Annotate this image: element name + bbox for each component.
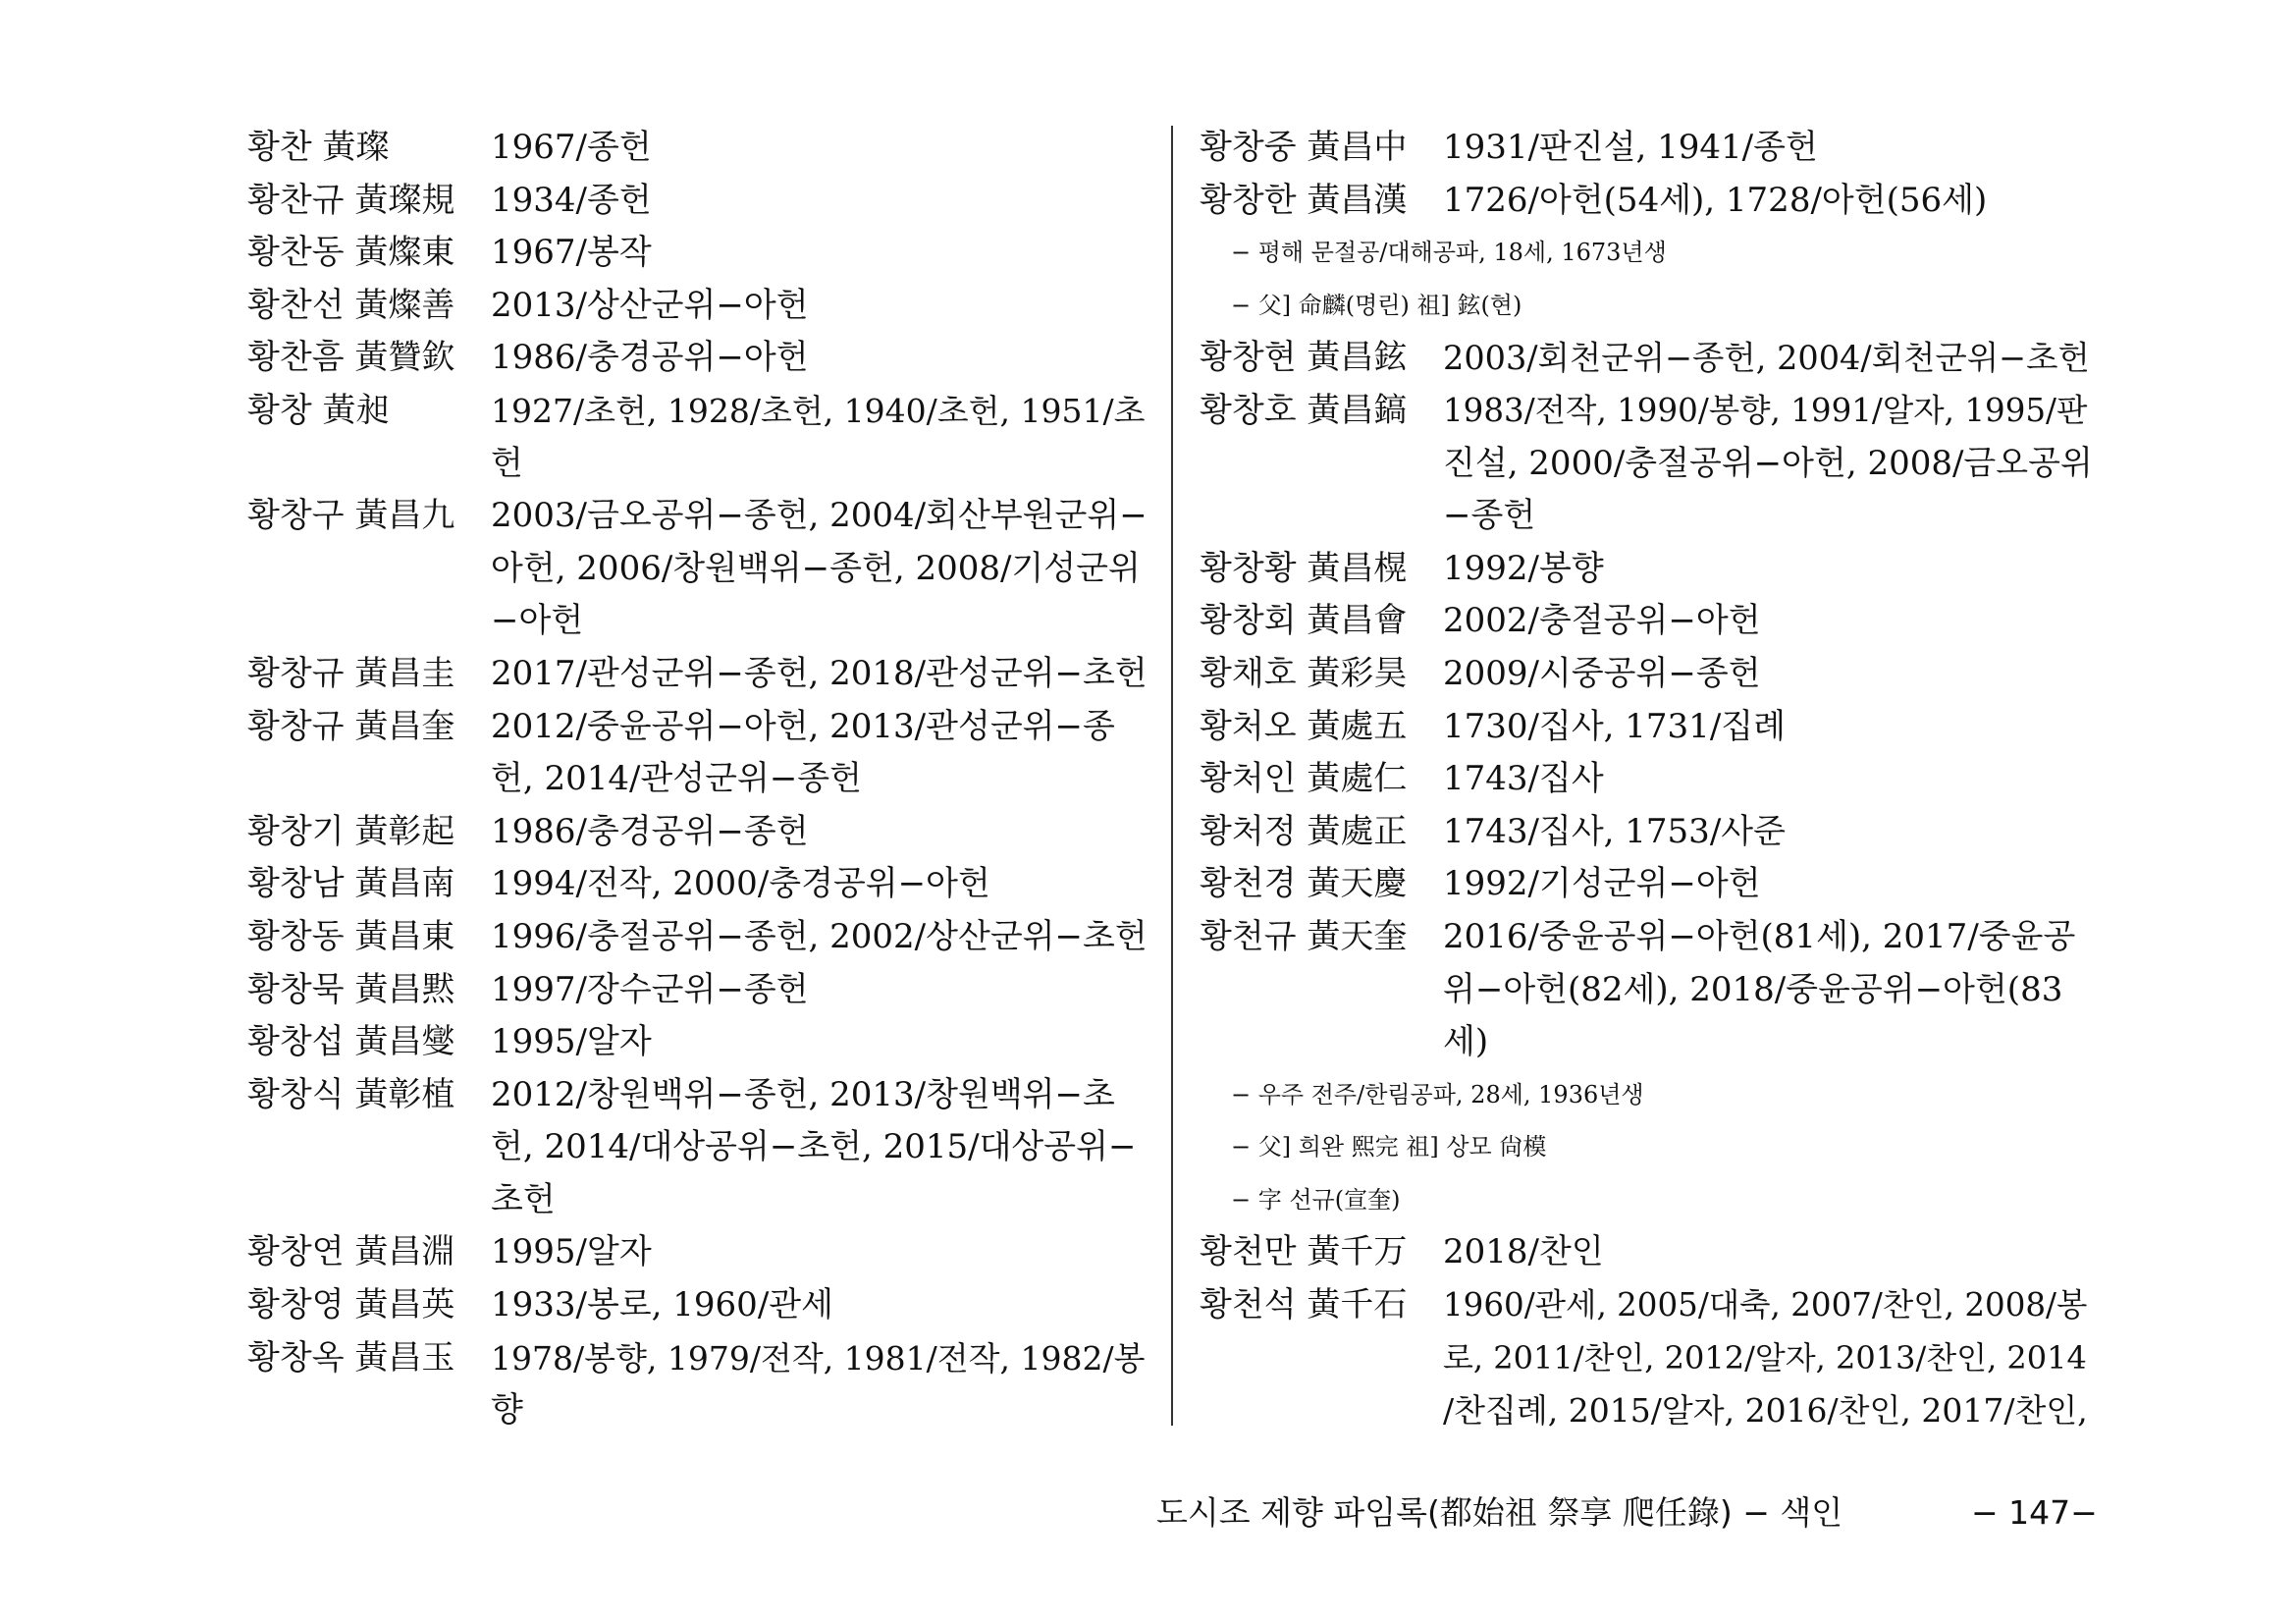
entry-name [247,1384,491,1437]
index-entry [247,1332,1150,1385]
entry-name: 황처정 黃處正 [1200,811,1408,851]
entry-name: 황창묵 黃昌黙 [247,969,455,1009]
footer-title: 도시조 제향 파임록(都始祖 祭享 爬任錄) − 색인 [1156,1493,1843,1532]
entry-records: 1997/장수군위−종헌 [491,969,809,1009]
index-entry [247,332,1150,385]
index-continuation-line [1200,1384,2093,1437]
entry-name: 황창규 黃昌圭 [247,653,455,693]
index-continuation-line [247,753,1150,806]
index-note-line: − 父] 희완 熙完 祖] 상모 尙模 [1231,1133,1547,1162]
entry-records: 2003/금오공위−종헌, 2004/회산부원군위− [491,496,1148,536]
index-entry [1200,332,2093,385]
entry-records: 세) [1443,1022,1489,1062]
entry-records: 헌 [491,443,523,483]
index-continuation-line [247,438,1150,491]
index-entry [1200,911,2093,964]
entry-name [247,438,491,491]
index-entry [247,1279,1150,1332]
entry-records: 2013/상산군위−아헌 [491,285,809,325]
entry-name: 황찬 黃璨 [247,128,390,167]
entry-records: 2012/창원백위−종헌, 2013/창원백위−초 [491,1074,1115,1114]
entry-name: 황찬규 黃璨規 [247,180,455,220]
index-continuation-line [247,1384,1150,1437]
index-entry [247,964,1150,1017]
entry-records: 2003/회천군위−종헌, 2004/회천군위−초헌 [1443,339,2090,378]
entry-records: 초헌 [491,1179,556,1219]
entry-name: 황천석 黃千石 [1200,1285,1408,1325]
page-number: − 147− [1971,1493,2098,1532]
entry-name: 황창영 黃昌英 [247,1285,455,1325]
entry-records: /찬집례, 2015/알자, 2016/찬인, 2017/찬인, [1443,1391,2088,1431]
entry-name [1200,964,1443,1017]
index-entry [1200,595,2093,648]
entry-records: −아헌 [491,601,584,641]
entry-name [1200,490,1443,543]
entry-name: 황찬선 黃燦善 [247,285,455,325]
entry-records: 위−아헌(82세), 2018/중윤공위−아헌(83 [1443,969,2063,1009]
entry-records: 1967/봉작 [491,233,652,273]
entry-records: 1967/종헌 [491,128,652,167]
entry-records: 1995/알자 [491,1022,652,1062]
index-entry [247,701,1150,754]
entry-name [247,595,491,648]
index-note-line: − 우주 전주/한림공파, 28세, 1936년생 [1231,1080,1644,1108]
entry-name: 황창기 黃彰起 [247,811,455,851]
index-entry [247,911,1150,964]
entry-name: 황창동 黃昌東 [247,916,455,956]
index-entry [1200,806,2093,859]
index-entry [247,806,1150,859]
index-entry [247,1069,1150,1122]
index-note-line: − 父] 命麟(명린) 祖] 鉉(현) [1231,291,1522,319]
entry-name: 황창호 黃昌鎬 [1200,390,1408,430]
index-column-left [247,122,1150,1437]
entry-records: 2018/찬인 [1443,1232,1604,1272]
entry-records: 1994/전작, 2000/충경공위−아헌 [491,864,990,904]
entry-records: 1934/종헌 [491,180,652,220]
entry-name: 황채호 黃彩昊 [1200,653,1408,693]
entry-name: 황창옥 黃昌玉 [247,1337,455,1378]
entry-records: 향 [491,1390,523,1431]
index-entry [247,1226,1150,1279]
index-continuation-line [247,1121,1150,1174]
entry-name: 황창회 黃昌會 [1200,601,1408,641]
entry-name: 황창한 黃昌漢 [1200,180,1408,220]
entry-name: 황창현 黃昌鉉 [1200,338,1408,378]
entry-name: 황창중 黃昌中 [1200,128,1408,167]
entry-name: 황찬동 黃燦東 [247,233,455,273]
entry-name: 황창규 黃昌奎 [247,706,455,746]
entry-name [1200,1016,1443,1069]
index-entry [1200,1226,2093,1279]
index-entry [247,385,1150,438]
entry-name [247,1174,491,1227]
entry-records: 1743/집사, 1753/사준 [1443,811,1786,851]
entry-name [1200,1332,1443,1385]
index-entry [247,1016,1150,1069]
entry-name: 황천경 黃天慶 [1200,864,1408,904]
entry-records: 헌, 2014/대상공위−초헌, 2015/대상공위− [491,1127,1137,1167]
entry-records: 1743/집사 [1443,759,1604,799]
entry-name: 황찬흠 黃贊欽 [247,338,455,378]
entry-name: 황창 黃昶 [247,390,390,430]
index-continuation-line [247,595,1150,648]
entry-records: 1931/판진설, 1941/종헌 [1443,128,1818,167]
column-divider [1171,126,1173,1426]
index-entry [1200,543,2093,596]
entry-name: 황처인 黃處仁 [1200,759,1408,799]
index-entry [1200,858,2093,911]
index-note-line: − 字 선규(宣奎) [1231,1185,1401,1214]
index-continuation-line [247,1174,1150,1227]
entry-name [247,543,491,596]
index-entry [247,490,1150,543]
entry-records: 로, 2011/찬인, 2012/알자, 2013/찬인, 2014 [1443,1338,2087,1377]
index-entry [247,858,1150,911]
entry-records: 2017/관성군위−종헌, 2018/관성군위−초헌 [491,653,1148,693]
entry-records: 1933/봉로, 1960/관세 [491,1285,833,1325]
index-entry [1200,122,2093,175]
index-continuation-line [1200,1332,2093,1385]
entry-name [1200,1384,1443,1437]
index-entry [1200,385,2093,438]
entry-records: 1986/충경공위−종헌 [491,811,809,851]
index-continuation-line [1200,490,2093,543]
entry-records: 2012/중윤공위−아헌, 2013/관성군위−종 [491,706,1115,746]
entry-records: 2016/중윤공위−아헌(81세), 2017/중윤공 [1443,916,2076,956]
index-entry [247,280,1150,333]
entry-name: 황창섭 黃昌燮 [247,1022,455,1062]
index-entry [247,175,1150,228]
index-continuation-line [1200,964,2093,1017]
entry-records: −종헌 [1443,496,1536,536]
entry-records: 1992/기성군위−아헌 [1443,864,1761,904]
index-note-line: − 평해 문절공/대해공파, 18세, 1673년생 [1231,239,1667,267]
index-continuation-line [247,543,1150,596]
index-entry [247,648,1150,701]
entry-records: 1995/알자 [491,1232,652,1272]
entry-name [247,1121,491,1174]
entry-records: 2002/충절공위−아헌 [1443,601,1761,641]
entry-records: 1730/집사, 1731/집례 [1443,706,1786,746]
entry-records: 1986/충경공위−아헌 [491,338,809,378]
entry-records: 1992/봉향 [1443,548,1604,588]
entry-name: 황천규 黃天奎 [1200,916,1408,956]
entry-records: 진설, 2000/충절공위−아헌, 2008/금오공위 [1443,443,2093,483]
entry-records: 아헌, 2006/창원백위−종헌, 2008/기성군위 [491,548,1141,588]
entry-records: 1996/충절공위−종헌, 2002/상산군위−초헌 [491,916,1148,956]
entry-name [247,753,491,806]
index-column-right [1200,122,2093,1437]
entry-records: 2009/시중공위−종헌 [1443,653,1761,693]
index-entry [247,122,1150,175]
index-entry [1200,648,2093,701]
index-continuation-line [1200,438,2093,491]
index-entry [1200,701,2093,754]
index-entry [247,227,1150,280]
entry-records: 1960/관세, 2005/대축, 2007/찬인, 2008/봉 [1443,1286,2088,1324]
entry-records: 헌, 2014/관성군위−종헌 [491,759,862,799]
entry-records: 1983/전작, 1990/봉향, 1991/알자, 1995/판 [1443,391,2088,429]
entry-name: 황처오 黃處五 [1200,706,1408,746]
entry-name: 황창연 黃昌淵 [247,1232,455,1272]
entry-name: 황창황 黃昌榥 [1200,548,1408,588]
index-continuation-line [1200,1016,2093,1069]
index-entry [1200,175,2093,228]
entry-name: 황창남 黃昌南 [247,864,455,904]
index-entry [1200,753,2093,806]
entry-name: 황천만 黃千万 [1200,1232,1408,1272]
entry-records: 1978/봉향, 1979/전작, 1981/전작, 1982/봉 [491,1338,1146,1378]
entry-records: 1927/초헌, 1928/초헌, 1940/초헌, 1951/초 [491,391,1146,430]
entry-name: 황창식 黃彰植 [247,1074,455,1114]
index-entry [1200,1279,2093,1332]
entry-name [1200,438,1443,491]
entry-name: 황창구 黃昌九 [247,496,455,536]
entry-records: 1726/아헌(54세), 1728/아헌(56세) [1443,180,1988,220]
